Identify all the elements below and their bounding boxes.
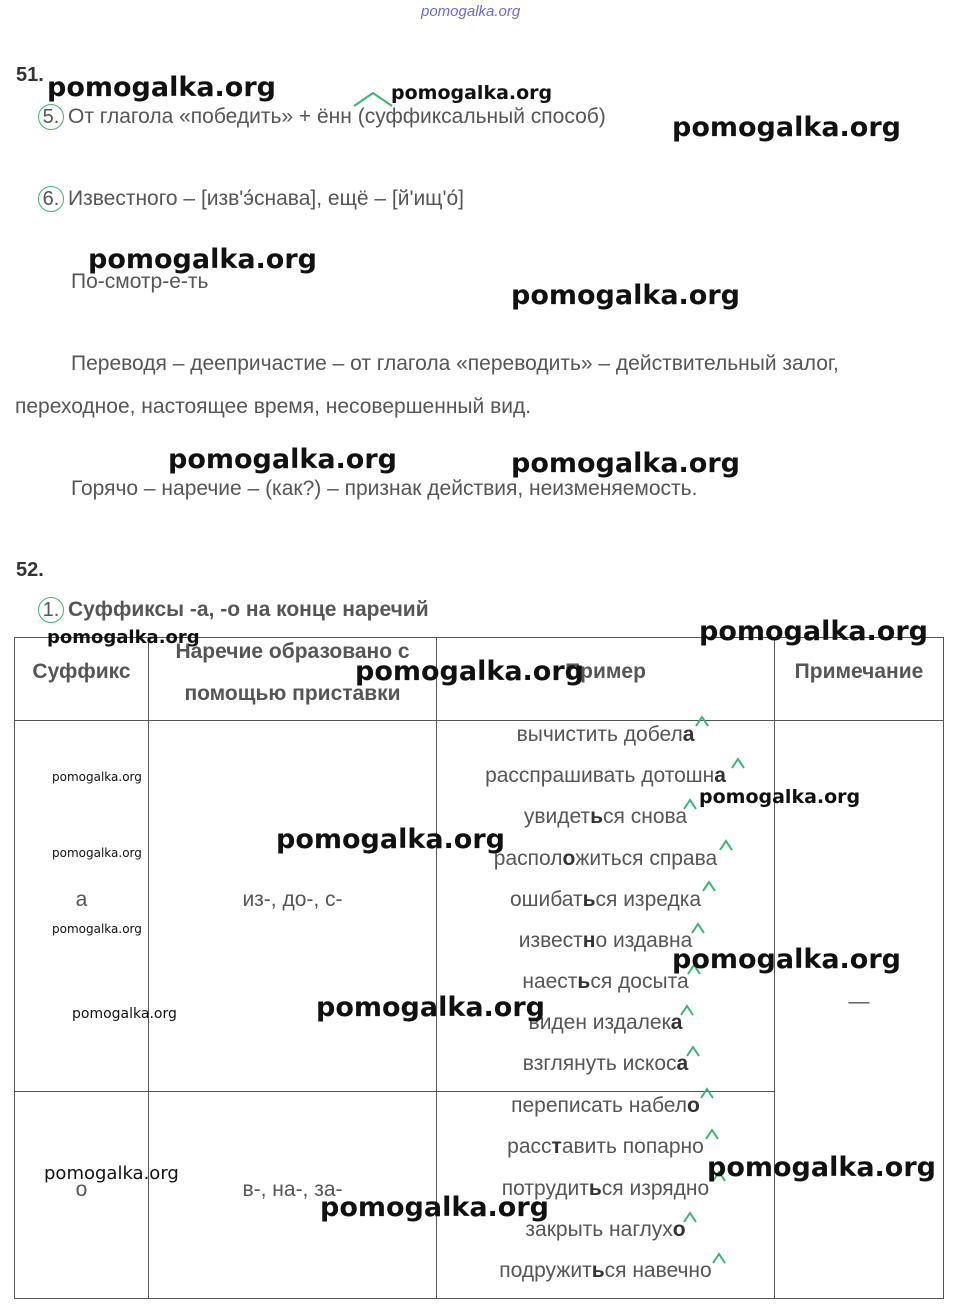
note-dash: — [848, 990, 870, 1013]
example-row: ошибаться изредка [509, 888, 702, 911]
paragraph-2: Горячо – наречие – (как?) – признак действия, неизменяемость. [71, 477, 698, 500]
suffix-mark [684, 1213, 696, 1222]
watermark: pomogalka.org [276, 824, 505, 855]
watermark: pomogalka.org [52, 922, 142, 936]
watermark: pomogalka.org [52, 770, 142, 784]
watermark: pomogalka.org [52, 846, 142, 860]
example-row: увидеться снова [523, 805, 688, 828]
watermark: pomogalka.org [88, 244, 317, 275]
suffix-mark [701, 1089, 713, 1098]
watermark: pomogalka.org [699, 616, 928, 647]
row-o-prefixes: в-, на-, за- [242, 1178, 343, 1201]
suffix-mark [713, 1254, 725, 1263]
watermark: pomogalka.org [72, 1006, 177, 1022]
example-row: расспрашивать дотошна [485, 764, 726, 787]
suffix-mark [692, 924, 704, 933]
example-row: закрыть наглухо [525, 1218, 686, 1241]
watermark: pomogalka.org [355, 656, 584, 687]
suffix-mark [696, 717, 708, 726]
item-1-number: 1. [38, 597, 64, 623]
example-row: расставить попарно [507, 1135, 704, 1158]
example-row: взглянуть искоса [522, 1052, 689, 1075]
row-a-prefixes: из-, до-, с- [242, 888, 343, 911]
suffix-mark [706, 1130, 718, 1139]
suffix-mark [703, 882, 715, 891]
watermark: pomogalka.org [320, 1192, 549, 1223]
paragraph-1-line-1: Переводя – деепричастие – от глагола «переводить» – действительный залог, [71, 352, 839, 375]
item-1-title: Суффиксы -а, -о на конце наречий [68, 598, 429, 621]
header-note: Примечание [794, 660, 924, 683]
watermark: pomogalka.org [511, 280, 740, 311]
watermark: pomogalka.org [391, 82, 553, 104]
watermark: pomogalka.org [316, 992, 545, 1023]
site-header-link[interactable]: pomogalka.org [421, 3, 521, 20]
watermark: pomogalka.org [511, 448, 740, 479]
watermark: pomogalka.org [672, 944, 901, 975]
item-5-number: 5. [38, 104, 64, 130]
header-suffix: Суффикс [32, 660, 131, 683]
suffix-mark [681, 1006, 693, 1015]
header-prefix-line-2: помощью приставки [184, 682, 401, 705]
watermark: pomogalka.org [44, 1163, 179, 1184]
watermark: pomogalka.org [168, 444, 397, 475]
example-row: наесться досыта [522, 970, 689, 993]
watermark: pomogalka.org [707, 1152, 936, 1183]
example-row: переписать набело [511, 1094, 700, 1117]
example-row: виден издалека [528, 1011, 683, 1034]
example-row: потрудиться изрядно [501, 1177, 710, 1200]
suffix-mark [720, 841, 732, 850]
example-row: известно издавна [518, 929, 693, 952]
morpheme-breakdown: По-смотр-е-ть [71, 270, 209, 293]
example-row: расположиться справа [493, 847, 718, 870]
watermark: pomogalka.org [47, 72, 276, 103]
watermark: pomogalka.org [47, 627, 200, 648]
suffix-mark [732, 759, 744, 768]
exercise-number-52: 52. [16, 559, 44, 581]
example-row: вычистить добела [516, 723, 695, 746]
item-6-text: Известного – [изв'э́снава], ещё – [й'ищ'о́] [68, 187, 464, 210]
row-a-suffix: а [75, 888, 88, 911]
row-o-suffix: о [75, 1178, 88, 1201]
header-example: Пример [565, 660, 646, 683]
item-6-number: 6. [38, 186, 64, 212]
exercise-number-51: 51. [16, 64, 44, 86]
suffix-mark [687, 1047, 699, 1056]
paragraph-1-line-2: переходное, настоящее время, несовершенный вид. [15, 395, 532, 418]
item-5-text: От глагола «победить» + ённ (суффиксальный способ) [68, 105, 606, 128]
watermark: pomogalka.org [672, 112, 901, 143]
suffix-mark [684, 800, 696, 809]
header-prefix-line-1: Наречие образовано с [175, 640, 410, 663]
watermark: pomogalka.org [699, 786, 861, 808]
example-row: подружиться навечно [499, 1259, 712, 1282]
